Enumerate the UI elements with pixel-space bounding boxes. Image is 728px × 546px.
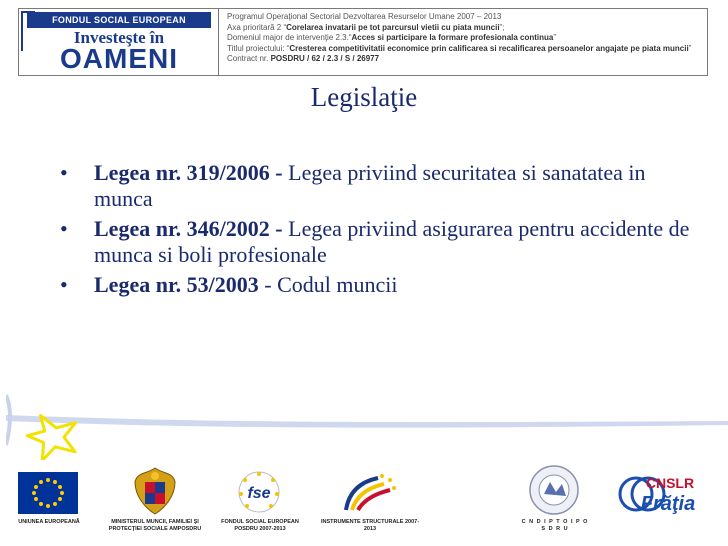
eu-flag-icon xyxy=(18,472,78,514)
cnslr-logo-icon xyxy=(618,472,704,518)
law-description: - Codul muncii xyxy=(258,272,398,297)
swoosh-band xyxy=(6,415,728,428)
law-number: Legea nr. 53/2003 xyxy=(94,272,259,297)
bullet-icon: • xyxy=(60,216,68,241)
fse-mark-text: fse xyxy=(247,485,271,502)
fse-mark-icon xyxy=(228,468,290,516)
logo-top-bar: FONDUL SOCIAL EUROPEAN xyxy=(27,12,211,28)
list-item xyxy=(60,272,700,298)
fratia-text: Frăţia xyxy=(640,493,696,515)
fse-logo xyxy=(19,9,219,75)
project-info xyxy=(227,12,707,65)
domain-line: Domeniul major de intervenţie 2.3.“Acces si participare la formare profesionala continua” xyxy=(227,33,557,42)
project-header xyxy=(18,8,708,76)
structural-instruments-icon xyxy=(338,470,400,516)
program-line: Programul Operaţional Sectorial Dezvoltarea Resurselor Umane 2007 – 2013 xyxy=(227,12,502,21)
instruments-label: INSTRUMENTE STRUCTURALE 2007-2013 xyxy=(320,519,420,532)
cnslr-text: CNSLR xyxy=(645,475,695,491)
project-title-line: Titlul proiectului: “Cresterea competitivitatii economice prin calificarea si recalificarea persoanelor angajate pe piata muncii” xyxy=(227,43,692,53)
ministry-label: MINISTERUL MUNCII, FAMILIEI ŞI PROTECŢIEI SOCIALE AMPOSDRU xyxy=(108,519,202,532)
star-icon xyxy=(23,407,83,460)
cndipt-label: C N D I P T O I P O S D R U xyxy=(521,519,589,532)
star-swoosh-decoration xyxy=(6,385,728,460)
cndipt-seal-icon xyxy=(524,464,584,516)
bullet-icon: • xyxy=(60,160,68,185)
slide-title: Legislaţie xyxy=(310,82,418,112)
bullet-icon: • xyxy=(60,272,68,297)
list-item xyxy=(60,216,700,268)
logo-slogan-line2: OAMENI xyxy=(60,43,178,74)
law-description: Legea priviind asigurarea pentru accidente de munca si boli profesionale xyxy=(94,216,690,267)
axis-line: Axa prioritară 2 “Corelarea invatarii pe tot parcursul vietii cu piata muncii”; xyxy=(227,22,505,32)
law-number: Legea nr. 319/2006 - xyxy=(94,160,289,185)
eu-label: UNIUNEA EUROPEANĂ xyxy=(18,519,80,525)
legislation-list xyxy=(60,160,700,302)
list-item xyxy=(60,160,700,212)
fse-label: FONDUL SOCIAL EUROPEAN POSDRU 2007-2013 xyxy=(221,519,299,532)
coat-of-arms-icon xyxy=(133,466,177,516)
logo-slogan-line1: Investeşte în xyxy=(73,28,165,47)
law-number: Legea nr. 346/2002 - xyxy=(94,216,289,241)
partner-logos xyxy=(0,462,728,546)
law-description: Legea priviind securitatea si sanatatea in munca xyxy=(94,160,646,211)
contract-line: Contract nr. POSDRU / 62 / 2.3 / S / 26977 xyxy=(227,54,380,63)
